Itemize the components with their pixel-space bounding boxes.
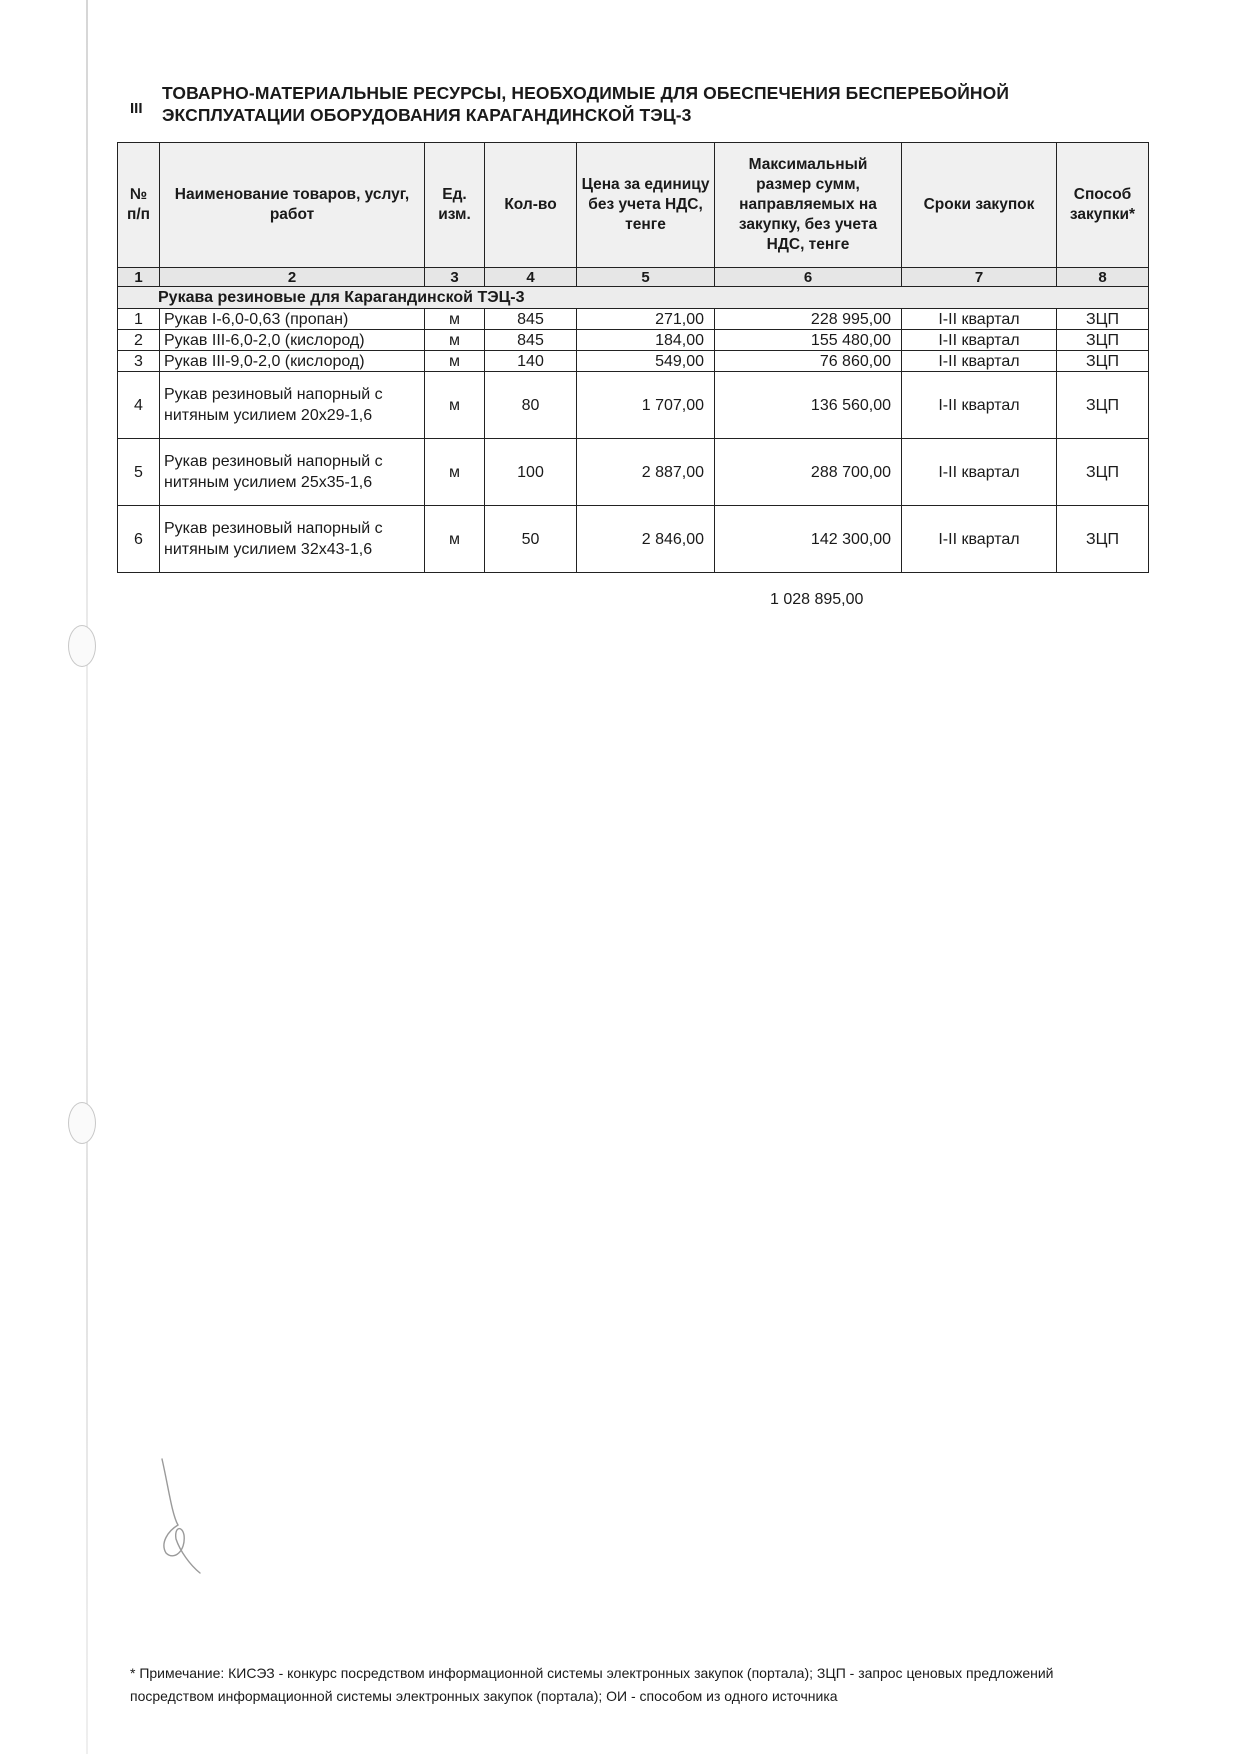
- row-sum: 142 300,00: [715, 506, 902, 573]
- table-row: [118, 330, 1149, 351]
- row-num: 5: [118, 439, 160, 506]
- row-unit: м: [425, 309, 485, 330]
- row-name: Рукав III-9,0-2,0 (кислород): [160, 351, 425, 372]
- row-method: ЗЦП: [1057, 372, 1149, 439]
- row-unit: м: [425, 439, 485, 506]
- grand-total: 1 028 895,00: [770, 591, 864, 608]
- row-unit: м: [425, 506, 485, 573]
- row-sum: 136 560,00: [715, 372, 902, 439]
- column-number: 5: [577, 268, 715, 287]
- header-price: Цена за единицу без учета НДС, тенге: [577, 143, 715, 268]
- header-num: № п/п: [118, 143, 160, 268]
- row-qty: 140: [485, 351, 577, 372]
- row-period: I-II квартал: [902, 439, 1057, 506]
- punch-hole-upper: [68, 625, 96, 667]
- header-unit: Ед. изм.: [425, 143, 485, 268]
- row-method: ЗЦП: [1057, 439, 1149, 506]
- row-qty: 845: [485, 309, 577, 330]
- column-number: 6: [715, 268, 902, 287]
- handwritten-signature: [148, 1455, 228, 1575]
- punch-hole-lower: [68, 1102, 96, 1144]
- document-title: ТОВАРНО-МАТЕРИАЛЬНЫЕ РЕСУРСЫ, НЕОБХОДИМЫЕ ДЛЯ ОБЕСПЕЧЕНИЯ БЕСПЕРЕБОЙНОЙ ЭКСПЛУАТАЦИИ ОБОРУДОВАНИЯ КАРАГАНДИНСКОЙ ТЭЦ-3: [162, 83, 1010, 125]
- row-qty: 80: [485, 372, 577, 439]
- column-number: 7: [902, 268, 1057, 287]
- row-unit: м: [425, 351, 485, 372]
- row-unit: м: [425, 330, 485, 351]
- row-period: I-II квартал: [902, 351, 1057, 372]
- row-sum: 155 480,00: [715, 330, 902, 351]
- footnote: * Примечание: КИСЭЗ - конкурс посредством информационной системы электронных закупок (портала); ЗЦП - запрос ценовых предложений посредством информационной системы электронных закупок (портала); ОИ - способом из одного источника: [130, 1665, 1054, 1704]
- row-name: Рукав III-6,0-2,0 (кислород): [160, 330, 425, 351]
- row-name: Рукав резиновый напорный с нитяным усилием 32х43-1,6: [160, 506, 425, 573]
- row-price: 1 707,00: [577, 372, 715, 439]
- header-method: Способ закупки*: [1057, 143, 1149, 268]
- resources-table: [117, 142, 1149, 573]
- row-period: I-II квартал: [902, 372, 1057, 439]
- header-name: Наименование товаров, услуг, работ: [160, 143, 425, 268]
- row-price: 184,00: [577, 330, 715, 351]
- row-name: Рукав резиновый напорный с нитяным усилием 20х29-1,6: [160, 372, 425, 439]
- table-row: [118, 372, 1149, 439]
- row-price: 271,00: [577, 309, 715, 330]
- row-unit: м: [425, 372, 485, 439]
- header-period: Сроки закупок: [902, 143, 1057, 268]
- table-row: [118, 506, 1149, 573]
- table-row: [118, 309, 1149, 330]
- column-number: 2: [160, 268, 425, 287]
- header-qty: Кол-во: [485, 143, 577, 268]
- table-row: [118, 351, 1149, 372]
- section-number: III: [130, 100, 143, 117]
- header-sum: Максимальный размер сумм, направляемых на закупку, без учета НДС, тенге: [715, 143, 902, 268]
- row-price: 2 846,00: [577, 506, 715, 573]
- row-num: 6: [118, 506, 160, 573]
- row-qty: 845: [485, 330, 577, 351]
- table-row: [118, 439, 1149, 506]
- row-period: I-II квартал: [902, 330, 1057, 351]
- row-price: 549,00: [577, 351, 715, 372]
- row-num: 2: [118, 330, 160, 351]
- row-sum: 288 700,00: [715, 439, 902, 506]
- row-name: Рукав I-6,0-0,63 (пропан): [160, 309, 425, 330]
- row-num: 3: [118, 351, 160, 372]
- group-title: Рукава резиновые для Карагандинской ТЭЦ-3: [118, 287, 1149, 309]
- row-num: 4: [118, 372, 160, 439]
- row-sum: 76 860,00: [715, 351, 902, 372]
- column-number: 3: [425, 268, 485, 287]
- row-period: I-II квартал: [902, 309, 1057, 330]
- row-method: ЗЦП: [1057, 330, 1149, 351]
- row-method: ЗЦП: [1057, 351, 1149, 372]
- column-numbers-row: [118, 268, 1149, 287]
- row-qty: 50: [485, 506, 577, 573]
- header-row: [118, 143, 1149, 268]
- row-period: I-II квартал: [902, 506, 1057, 573]
- row-sum: 228 995,00: [715, 309, 902, 330]
- scan-page-edge: [86, 0, 88, 1754]
- column-number: 1: [118, 268, 160, 287]
- group-row: [118, 287, 1149, 309]
- row-method: ЗЦП: [1057, 309, 1149, 330]
- row-num: 1: [118, 309, 160, 330]
- row-qty: 100: [485, 439, 577, 506]
- column-number: 8: [1057, 268, 1149, 287]
- row-method: ЗЦП: [1057, 506, 1149, 573]
- column-number: 4: [485, 268, 577, 287]
- row-price: 2 887,00: [577, 439, 715, 506]
- row-name: Рукав резиновый напорный с нитяным усилием 25х35-1,6: [160, 439, 425, 506]
